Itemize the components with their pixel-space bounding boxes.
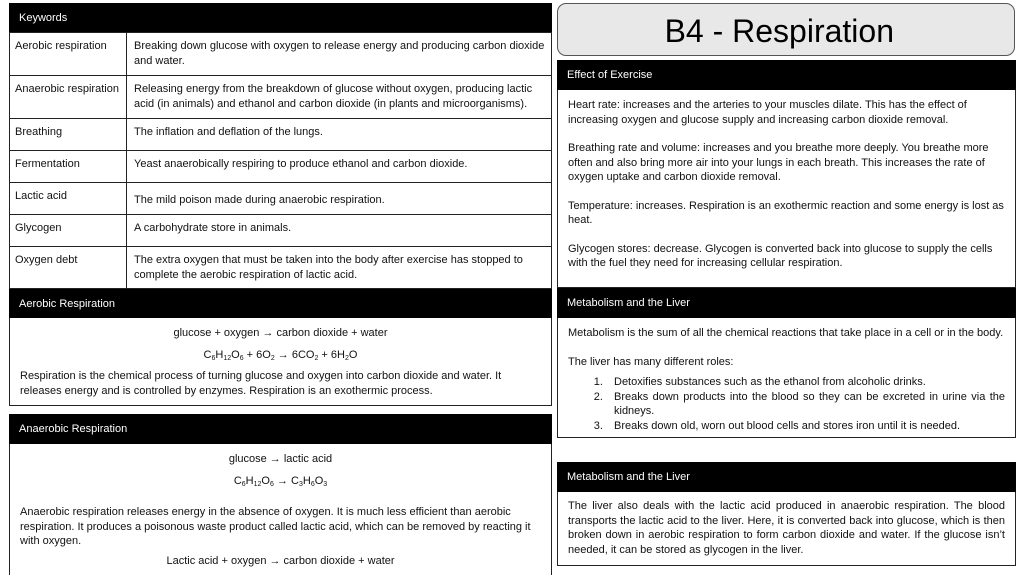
aerobic-description: Respiration is the chemical process of turning glucose and oxygen into carbon dioxide and water. It releases energy and is controlled by enzymes. Respiration is an exothermic process. [20,370,502,397]
aerobic-header-text: Aerobic Respiration [19,297,115,310]
keyword-row [9,214,552,246]
liver-panel-1 [557,318,1016,438]
exercise-breathing: Breathing rate and volume: increases and you breathe more deeply. You breathe more often and also bring more air into your lungs in each breath. This increases the rate of oxygen uptake and carbon dioxide removal. [568,142,989,183]
keyword-row [9,150,552,182]
anaerobic-symbol-equation: $C_6H_{12}O_6 \to C_3H_6O_3$ [233,474,328,488]
keyword-row [9,75,552,118]
keyword-row [9,246,552,289]
keyword-term: Fermentation [9,151,127,182]
anaerobic-panel [9,444,552,575]
keyword-definition: A carbohydrate store in animals. [134,222,292,234]
exercise-heart-rate: Heart rate: increases and the arteries to your muscles dilate. This has the effect of increasing oxygen and glucose supply and increasing carbon dioxide removal. [568,99,967,126]
aerobic-header [9,289,552,318]
exercise-header-text: Effect of Exercise [567,69,653,81]
liver-role-item: 3. Breaks down old, worn out blood cells and stores iron until it is needed. [606,419,1005,434]
anaerobic-oxygen-equation: Lactic acid + oxygen → carbon dioxide + water [166,554,395,567]
keyword-term: Lactic acid [9,183,127,214]
exercise-temperature: Temperature: increases. Respiration is an exothermic reaction and some energy is lost as heat. [568,199,1004,226]
keyword-term: Oxygen debt [9,247,127,289]
anaerobic-header-text: Anaerobic Respiration [19,423,128,435]
aerobic-word-equation: glucose + oxygen → carbon dioxide + water [173,327,388,339]
keyword-row [9,118,552,150]
keyword-row [9,182,552,214]
keyword-definition: Yeast anaerobically respiring to produce ethanol and carbon dioxide. [134,158,468,170]
exercise-panel [557,90,1016,288]
keyword-definition: The extra oxygen that must be taken into the body after exercise has stopped to complete the aerobic respiration of lactic acid. [134,254,523,281]
keyword-term: Aerobic respiration [9,33,127,75]
liver-header-2 [557,462,1016,492]
aerobic-panel [9,318,552,406]
keyword-definition: The mild poison made during anaerobic respiration. [134,194,385,206]
liver-roles-list [568,375,1005,433]
liver-header-1 [557,288,1016,318]
anaerobic-header [9,414,552,444]
liver-panel-2 [557,492,1016,566]
exercise-header [557,60,1016,90]
keyword-definition: The inflation and deflation of the lungs. [134,126,323,138]
keyword-row [9,32,552,75]
keywords-header-text: Keywords [19,11,68,24]
keyword-definition: Breaking down glucose with oxygen to release energy and producing carbon dioxide and water. [134,40,545,67]
liver-header-2-text: Metabolism and the Liver [567,471,690,483]
anaerobic-word-equation: glucose → lactic acid [228,453,333,465]
page-title: B4 - Respiration [664,13,894,49]
exercise-glycogen: Glycogen stores: decrease. Glycogen is converted back into glucose to supply the cells with the fuel they need for increasing cellular respiration. [568,242,993,269]
keyword-term: Anaerobic respiration [9,76,127,118]
anaerobic-description: Anaerobic respiration releases energy in the absence of oxygen. It is much less efficient than aerobic respiration. It produces a poisonous waste product called lactic acid, which can be removed by reacting it with oxygen. [20,506,531,547]
keywords-header [9,3,552,32]
liver-header-1-text: Metabolism and the Liver [567,297,690,309]
keyword-term: Breathing [9,119,127,150]
liver-lactic-acid-text: The liver also deals with the lactic acid produced in anaerobic respiration. The blood transports the lactic acid to the liver. Here, it is converted back into glucose, which is then broken down in aerobic respiration to form carbon dioxide and water. If the glucose isn’t needed, it can be stored as glycogen in the liver. [568,500,1005,556]
liver-role-item: 1. Detoxifies substances such as the ethanol from alcoholic drinks. [606,375,1005,390]
liver-roles-intro: The liver has many different roles: [568,355,734,368]
keyword-definition: Releasing energy from the breakdown of glucose without oxygen, producing lactic acid (in animals) and ethanol and carbon dioxide (in plants and microorganisms). [134,83,533,110]
keyword-term: Glycogen [9,215,127,246]
metabolism-definition: Metabolism is the sum of all the chemical reactions that take place in a cell or in the body. [568,327,1004,339]
page-title-box [557,3,1015,56]
aerobic-symbol-equation: $C_6H_{12}O_6 + 6O_2 \to 6CO_2 + 6H_2O$ [203,348,358,362]
liver-role-item: 2. Breaks down products into the blood so they can be excreted in urine via the kidneys. [606,390,1005,419]
